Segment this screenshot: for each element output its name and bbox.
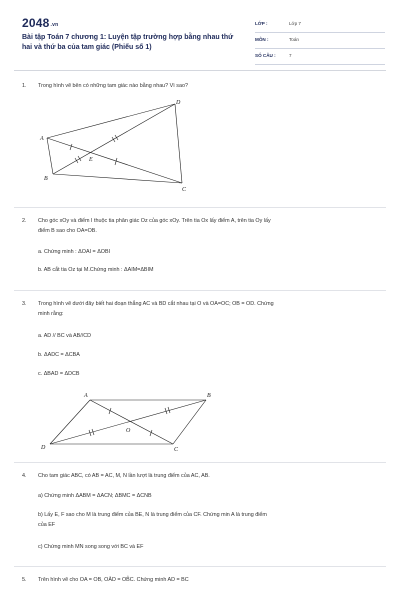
subquestion: a. AD // BC và AB//CD — [38, 333, 92, 339]
question-divider — [14, 207, 386, 208]
question-number: 4. — [22, 473, 27, 479]
point-label-o: O — [126, 428, 131, 434]
subquestion: b. AB cắt tia Oz tại M.Chứng minh : ΔAIM=ΔBIM — [38, 267, 154, 273]
subquestion: của EF — [38, 522, 56, 528]
meta-label: MÔN : — [255, 37, 269, 42]
question-text: điểm B sao cho OA=OB. — [38, 228, 97, 234]
tick-mark — [75, 158, 78, 163]
meta-label: LỚP : — [255, 21, 268, 26]
segment-ac — [47, 138, 182, 183]
subquestion: b. ΔADC = ΔCBA — [38, 352, 80, 358]
meta-value: 7 — [289, 53, 292, 58]
question-text: minh rằng: — [38, 311, 64, 317]
question-divider — [14, 566, 386, 567]
point-label-b: B — [207, 393, 211, 399]
point-label-c: C — [174, 447, 179, 453]
subquestion: a) Chứng minh ΔABM = ΔACN; ΔBMC = ΔCNB — [38, 493, 152, 499]
question-text: Cho góc xOy và điểm I thuộc tia phân giác Oz của góc xOy. Trên tia Ox lấy điểm A, trên tia Oy lấy — [38, 218, 271, 224]
point-label-d: D — [176, 100, 181, 106]
segment-ad — [47, 104, 175, 138]
tick-mark — [70, 144, 72, 150]
tick-mark — [115, 135, 118, 140]
segment-dc — [175, 104, 182, 183]
segment-bd — [50, 400, 206, 444]
question-number: 5. — [22, 577, 27, 583]
site-logo[interactable]: 2048.vn — [22, 16, 59, 30]
segment-ac — [90, 400, 173, 444]
subquestion: a. Chứng minh : ΔOAI = ΔOBI — [38, 249, 111, 255]
question-number: 3. — [22, 301, 27, 307]
subquestion: c. ΔBAD = ΔDCB — [38, 371, 80, 377]
point-label-a: A — [40, 136, 44, 142]
question-divider — [14, 462, 386, 463]
segment-ab — [47, 138, 53, 174]
meta-label: SỐ CÂU : — [255, 53, 276, 58]
question-number: 1. — [22, 83, 27, 89]
question-divider — [14, 290, 386, 291]
tick-mark — [112, 137, 115, 142]
point-label-c: C — [182, 187, 187, 193]
point-label-b: B — [44, 176, 48, 182]
segment-bc — [53, 174, 182, 183]
point-label-e: E — [89, 157, 93, 163]
question-text: Trong hình vẽ dưới đây biết hai đoạn thẳng AC và BD cắt nhau tại O và OA=OC; OB = OD. Chứng — [38, 301, 274, 307]
question-text: Trên hình vẽ cho OA = OB, OÂD = OB̂C. Chứng minh AD = BC — [38, 577, 189, 583]
question-text: Trong hình vẽ bên có những tam giác nào bằng nhau? Vì sao? — [38, 83, 188, 89]
segment-bc — [173, 400, 206, 444]
subquestion: c) Chứng minh MN song song với BC và EF — [38, 544, 144, 550]
question-text: Cho tam giác ABC, có AB = AC, M, N lần lượt là trung điểm của AC, AB. — [38, 473, 210, 479]
worksheet-title: Bài tập Toán 7 chương 1: Luyện tập trường hợp bằng nhau thứ hai và thứ ba của tam giác (Phiếu số 1) — [22, 34, 234, 51]
meta-value: Toán — [289, 37, 299, 42]
subquestion: b) Lấy E, F sao cho M là trung điểm của BE, N là trung điểm của CF. Chứng min A là trung điểm — [38, 512, 267, 518]
meta-value: Lớp 7 — [289, 21, 301, 26]
question-number: 2. — [22, 218, 27, 224]
segment-da — [50, 400, 90, 444]
point-label-a: A — [84, 393, 88, 399]
point-label-d: D — [41, 445, 46, 451]
segment-bd — [53, 104, 175, 174]
